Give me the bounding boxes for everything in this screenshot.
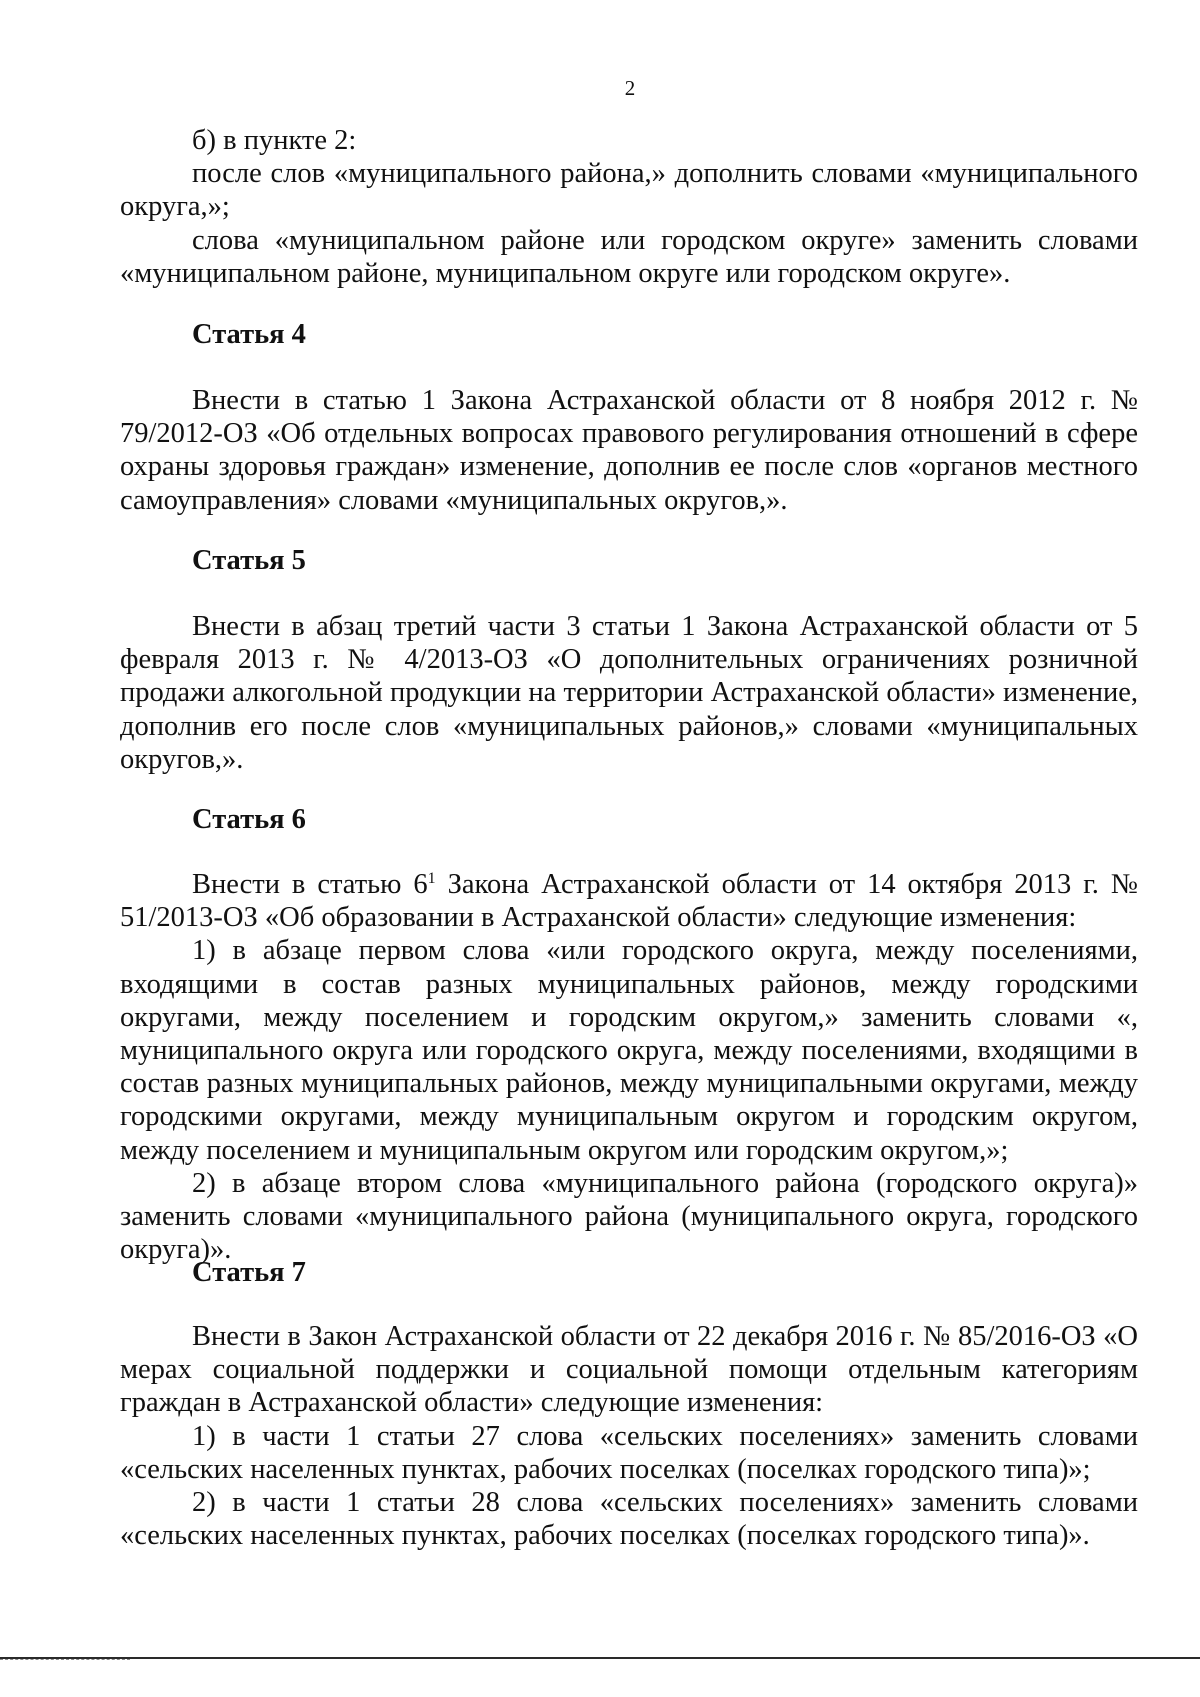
- intro-paragraph-1: после слов «муниципального района,» дополнить словами «муниципального округа,»;: [120, 158, 1138, 223]
- article-7-body: [120, 1320, 1138, 1552]
- article-4-body: [120, 384, 1138, 517]
- article-5-text: Внести в абзац третий части 3 статьи 1 Закона Астраханской области от 5 февраля 2013 г. № 4/2013-ОЗ «О дополнительных ограничениях розничной продажи алкогольной продукции на территории Астраханской области» изменение, дополнив его после слов «муниципальных районов,» словами «муниципальных округов,».: [120, 611, 1138, 775]
- article-6-text: [120, 868, 1138, 934]
- article-6-item-2: 2) в абзаце втором слова «муниципального района (городского округа)» заменить словами «муниципального района (муниципального округа, городского округа)».: [120, 1167, 1138, 1266]
- scan-bottom-edge: [0, 1657, 1200, 1659]
- article-6-body: [120, 868, 1138, 1266]
- article-6-text-end: Закона Астраханской области от 14 октября 2013 г. № 51/2013-ОЗ «Об образовании в Астраханской области» следующие изменения:: [120, 869, 1138, 934]
- article-6-heading: Статья 6: [192, 804, 306, 835]
- article-7-item-1: 1) в части 1 статьи 27 слова «сельских поселениях» заменить словами «сельских населенных пунктах, рабочих поселках (поселках городского типа)»;: [120, 1420, 1138, 1485]
- article-5-heading: Статья 5: [192, 545, 306, 576]
- article-4-heading: Статья 4: [192, 319, 306, 350]
- article-5: [120, 544, 1138, 577]
- article-7-text: Внести в Закон Астраханской области от 22 декабря 2016 г. № 85/2016-ОЗ «О мерах социальной поддержки и социальной помощи отдельным категориям граждан в Астраханской области» следующие изменения:: [120, 1321, 1138, 1419]
- article-5-body: [120, 610, 1138, 776]
- page-number: 2: [624, 76, 636, 100]
- article-7-heading: Статья 7: [192, 1257, 306, 1288]
- article-7-item-2: 2) в части 1 статьи 28 слова «сельских поселениях» заменить словами «сельских населенных пунктах, рабочих поселках (поселках городского типа)».: [120, 1487, 1138, 1552]
- intro-paragraph-2: слова «муниципальном районе или городском округе» заменить словами «муниципальном районе, муниципальном округе или городском округе».: [120, 224, 1138, 289]
- intro-subpoint: б) в пункте 2:: [192, 125, 357, 156]
- intro-block: [120, 124, 1138, 290]
- article-6-text-start: Внести в статью 6: [192, 869, 428, 900]
- article-7: [120, 1256, 1138, 1289]
- article-6-superscript: 1: [427, 870, 436, 887]
- scan-bottom-edge-fragment: [0, 1659, 130, 1660]
- article-6-item-1: 1) в абзаце первом слова «или городского округа, между поселениями, входящими в состав разных муниципальных районов, между городскими округами, между поселением и городским округом,» заменить словами «, муниципального округа или городского округа, между поселениями, входящими в состав разных муниципальных районов, между муниципальными округами, между городскими округами, между муниципальным округом и городским округом, между поселением и муниципальным округом или городским округом,»;: [120, 935, 1138, 1166]
- article-6: [120, 803, 1138, 836]
- article-4-text: Внести в статью 1 Закона Астраханской области от 8 ноября 2012 г. № 79/2012-ОЗ «Об отдельных вопросах правового регулирования отношений в сфере охраны здоровья граждан» изменение, дополнив ее после слов «органов местного самоуправления» словами «муниципальных округов,».: [120, 385, 1138, 516]
- article-4: [120, 318, 1138, 351]
